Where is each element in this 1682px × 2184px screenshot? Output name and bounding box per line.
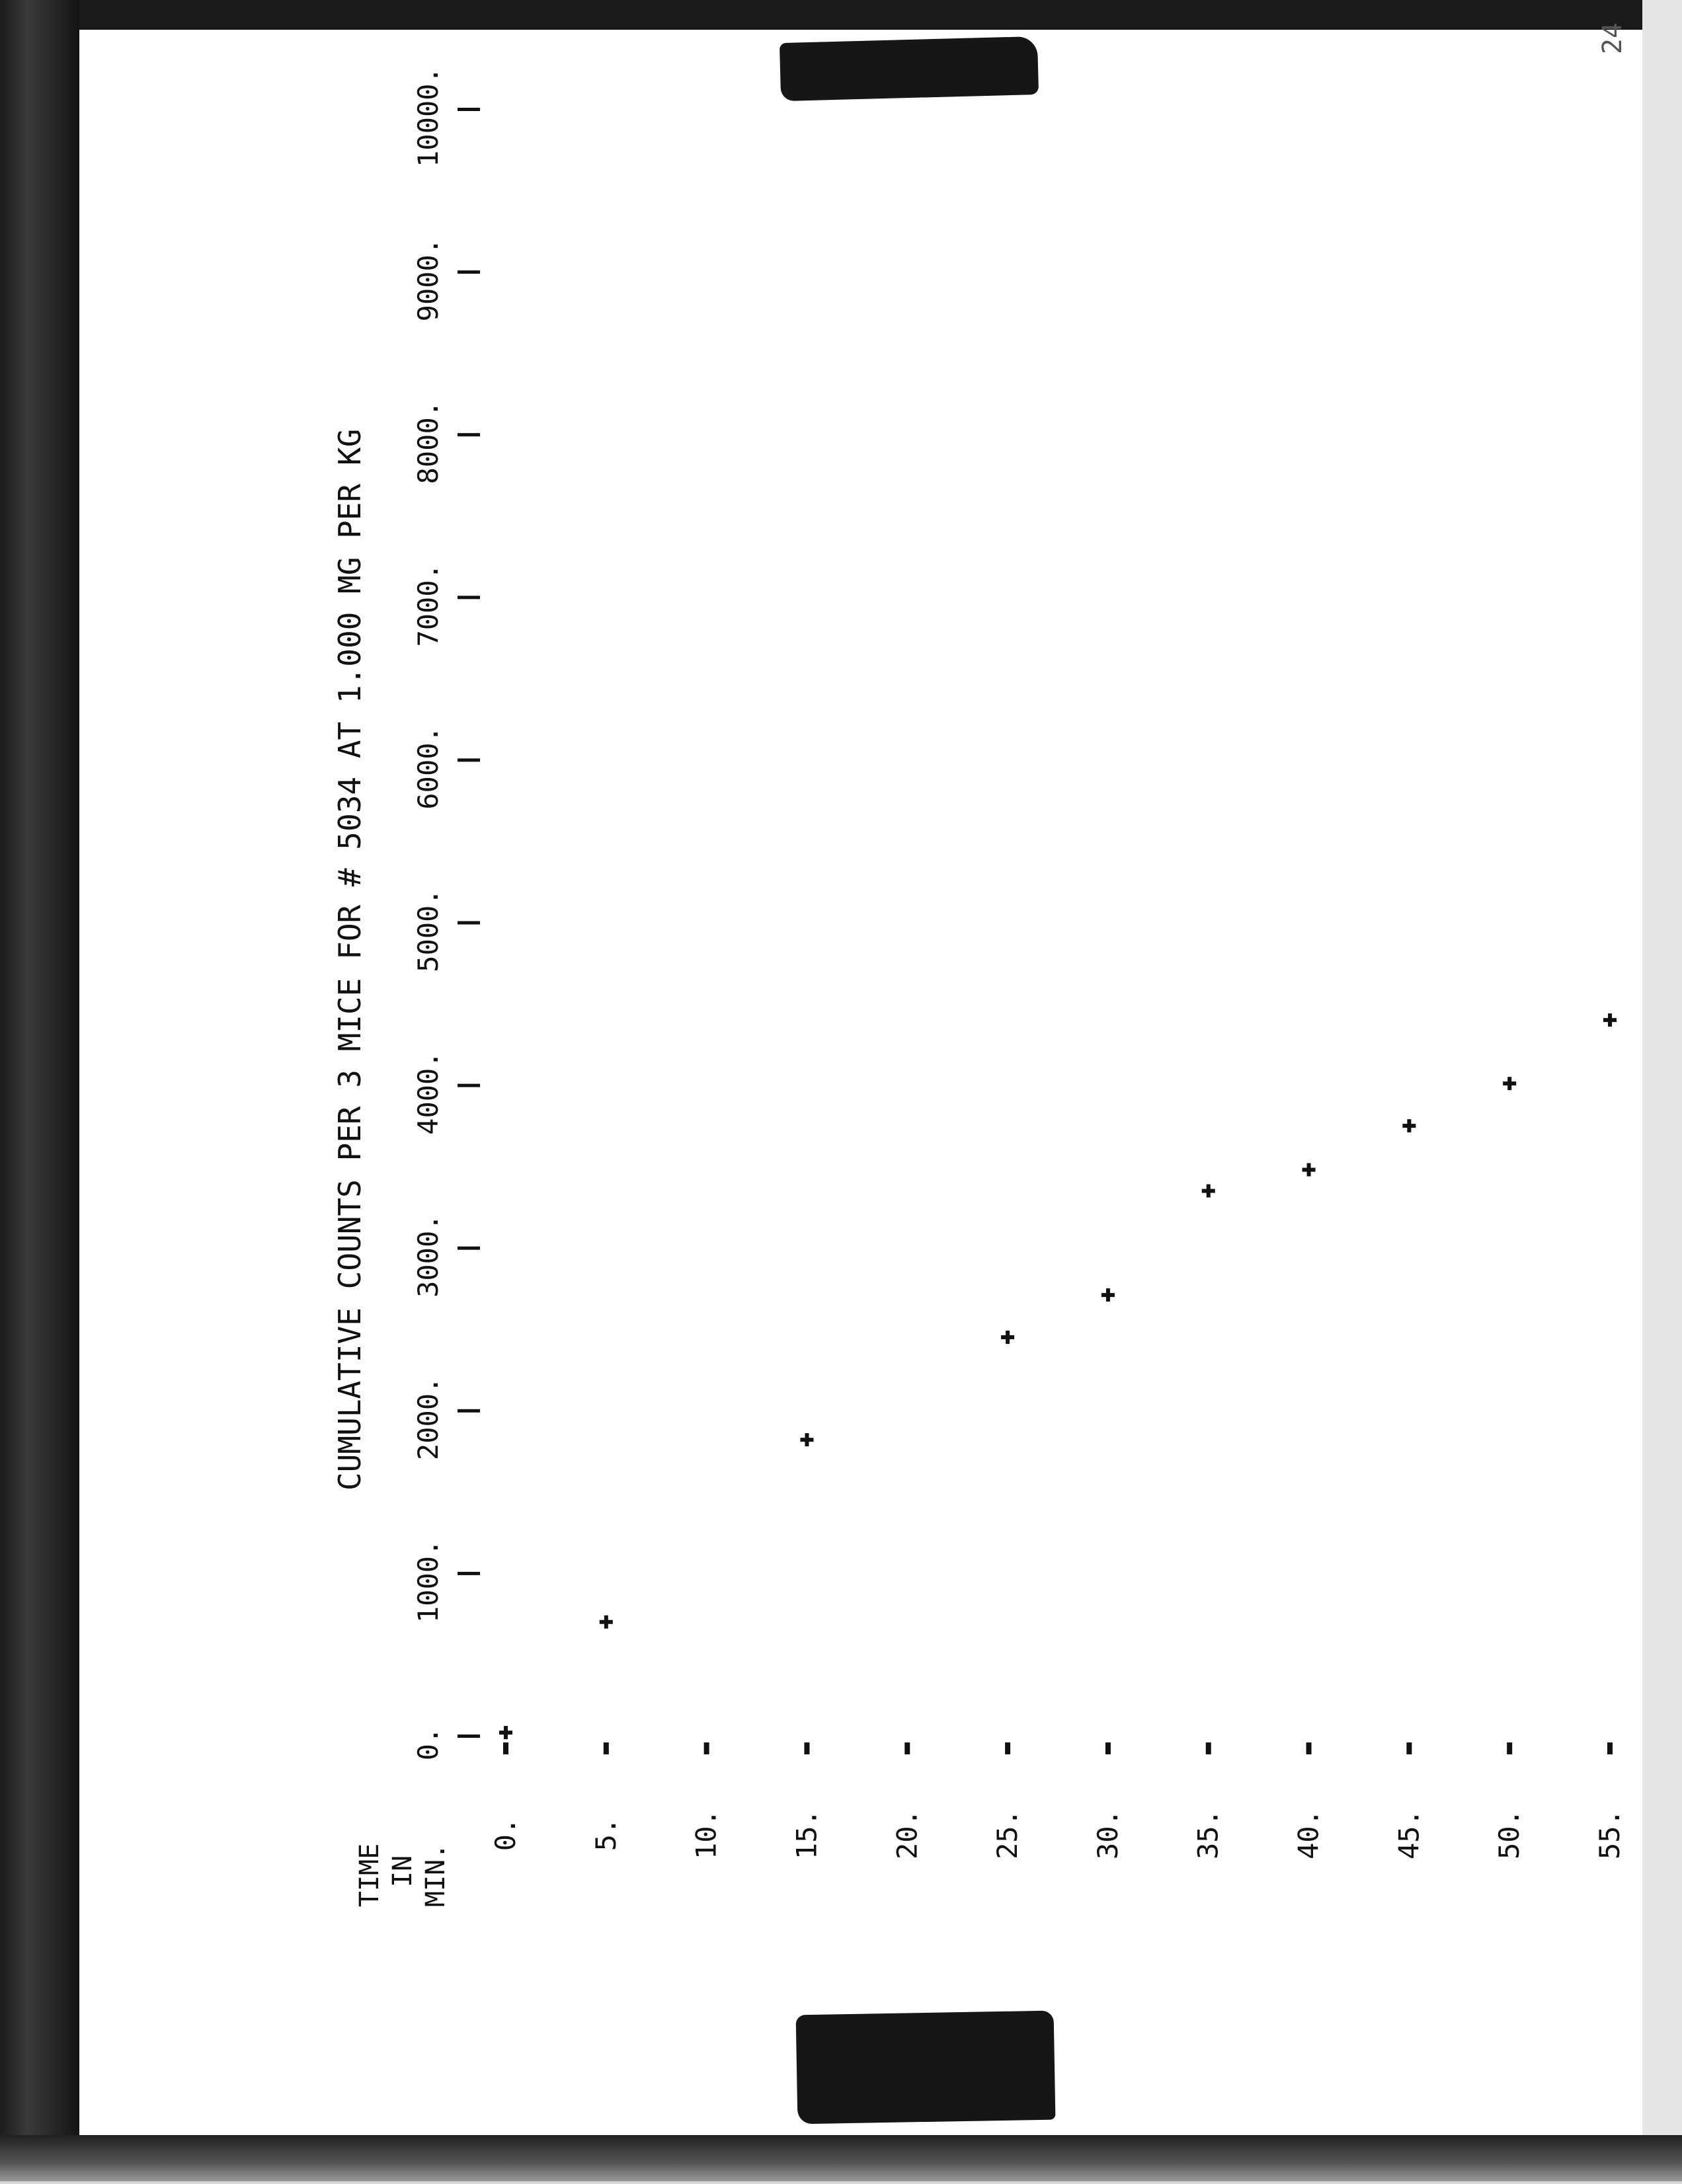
- time-tick-label: 20.: [891, 1809, 924, 1859]
- time-tick-label: 30.: [1091, 1809, 1124, 1859]
- counts-tick-label: 5000.: [412, 888, 444, 972]
- time-tick-label: 25.: [991, 1809, 1024, 1859]
- data-point-marker: [1001, 1331, 1014, 1344]
- time-tick-mark: [503, 1742, 508, 1754]
- data-point-marker: [800, 1433, 813, 1446]
- time-tick-mark: [1005, 1742, 1010, 1754]
- counts-tick-label: 8000.: [412, 400, 444, 485]
- counts-tick-label: 6000.: [412, 726, 444, 810]
- time-tick-mark: [904, 1742, 910, 1754]
- data-points: [499, 1013, 1617, 1739]
- counts-tick-mark: [458, 1572, 480, 1575]
- counts-tick-mark: [458, 1735, 480, 1738]
- time-axis-label-line-1: TIME: [354, 1843, 385, 1907]
- time-axis-label-line-3: MIN.: [421, 1843, 451, 1907]
- time-tick-label: 15.: [790, 1809, 823, 1859]
- counts-tick-mark: [458, 1084, 480, 1087]
- data-point-marker: [499, 1726, 512, 1739]
- time-tick-label: 5.: [589, 1817, 622, 1852]
- chart-title-group: [332, 429, 368, 1491]
- data-point-marker: [1101, 1288, 1115, 1302]
- time-tick-mark: [1105, 1742, 1111, 1754]
- time-axis-label-line-2: IN: [387, 1855, 418, 1887]
- time-tick-mark: [704, 1742, 709, 1754]
- counts-tick-mark: [458, 108, 480, 111]
- counts-tick-mark: [458, 1247, 480, 1250]
- counts-tick-label: 10000.: [412, 67, 444, 167]
- counts-tick-label: 9000.: [412, 237, 444, 322]
- data-point-marker: [600, 1616, 613, 1629]
- counts-tick-label: 0.: [412, 1727, 444, 1761]
- counts-tick-mark: [458, 433, 480, 436]
- counts-tick-mark: [458, 1409, 480, 1413]
- data-point-marker: [1202, 1185, 1215, 1198]
- data-point-marker: [1603, 1013, 1617, 1027]
- counts-tick-mark: [458, 758, 480, 761]
- time-tick-label: 45.: [1392, 1809, 1425, 1859]
- counts-tick-label: 3000.: [412, 1214, 444, 1298]
- time-tick-mark: [804, 1742, 809, 1754]
- counts-tick-mark: [458, 270, 480, 274]
- data-point-marker: [1503, 1077, 1516, 1090]
- counts-tick-label: 2000.: [412, 1376, 444, 1461]
- time-tick-mark: [1306, 1742, 1312, 1754]
- time-tick-mark: [604, 1742, 609, 1754]
- time-tick-label: 40.: [1292, 1809, 1325, 1859]
- counts-tick-label: 1000.: [412, 1539, 444, 1623]
- time-axis-ticks: [489, 1742, 1626, 1859]
- counts-tick-label: 7000.: [412, 563, 444, 647]
- data-point-marker: [1302, 1163, 1316, 1177]
- counts-tick-mark: [458, 596, 480, 599]
- time-tick-label: 0.: [489, 1817, 522, 1852]
- time-tick-mark: [1507, 1742, 1512, 1754]
- time-tick-label: 10.: [690, 1809, 723, 1859]
- time-tick-mark: [1406, 1742, 1412, 1754]
- chart-title: CUMULATIVE COUNTS PER 3 MICE FOR # 5034 AT 1.000 MG PER KG: [332, 428, 368, 1491]
- time-tick-label: 35.: [1191, 1809, 1224, 1859]
- counts-tick-mark: [458, 921, 480, 925]
- time-tick-label: 50.: [1493, 1809, 1526, 1859]
- time-tick-mark: [1607, 1742, 1613, 1754]
- data-point-marker: [1402, 1119, 1416, 1132]
- time-axis-label: [354, 1844, 451, 1907]
- time-tick-label: 55.: [1593, 1809, 1626, 1859]
- counts-axis-ticks: [412, 67, 480, 1760]
- counts-tick-label: 4000.: [412, 1051, 444, 1135]
- page-number: 24: [1597, 22, 1628, 55]
- time-tick-mark: [1206, 1742, 1211, 1754]
